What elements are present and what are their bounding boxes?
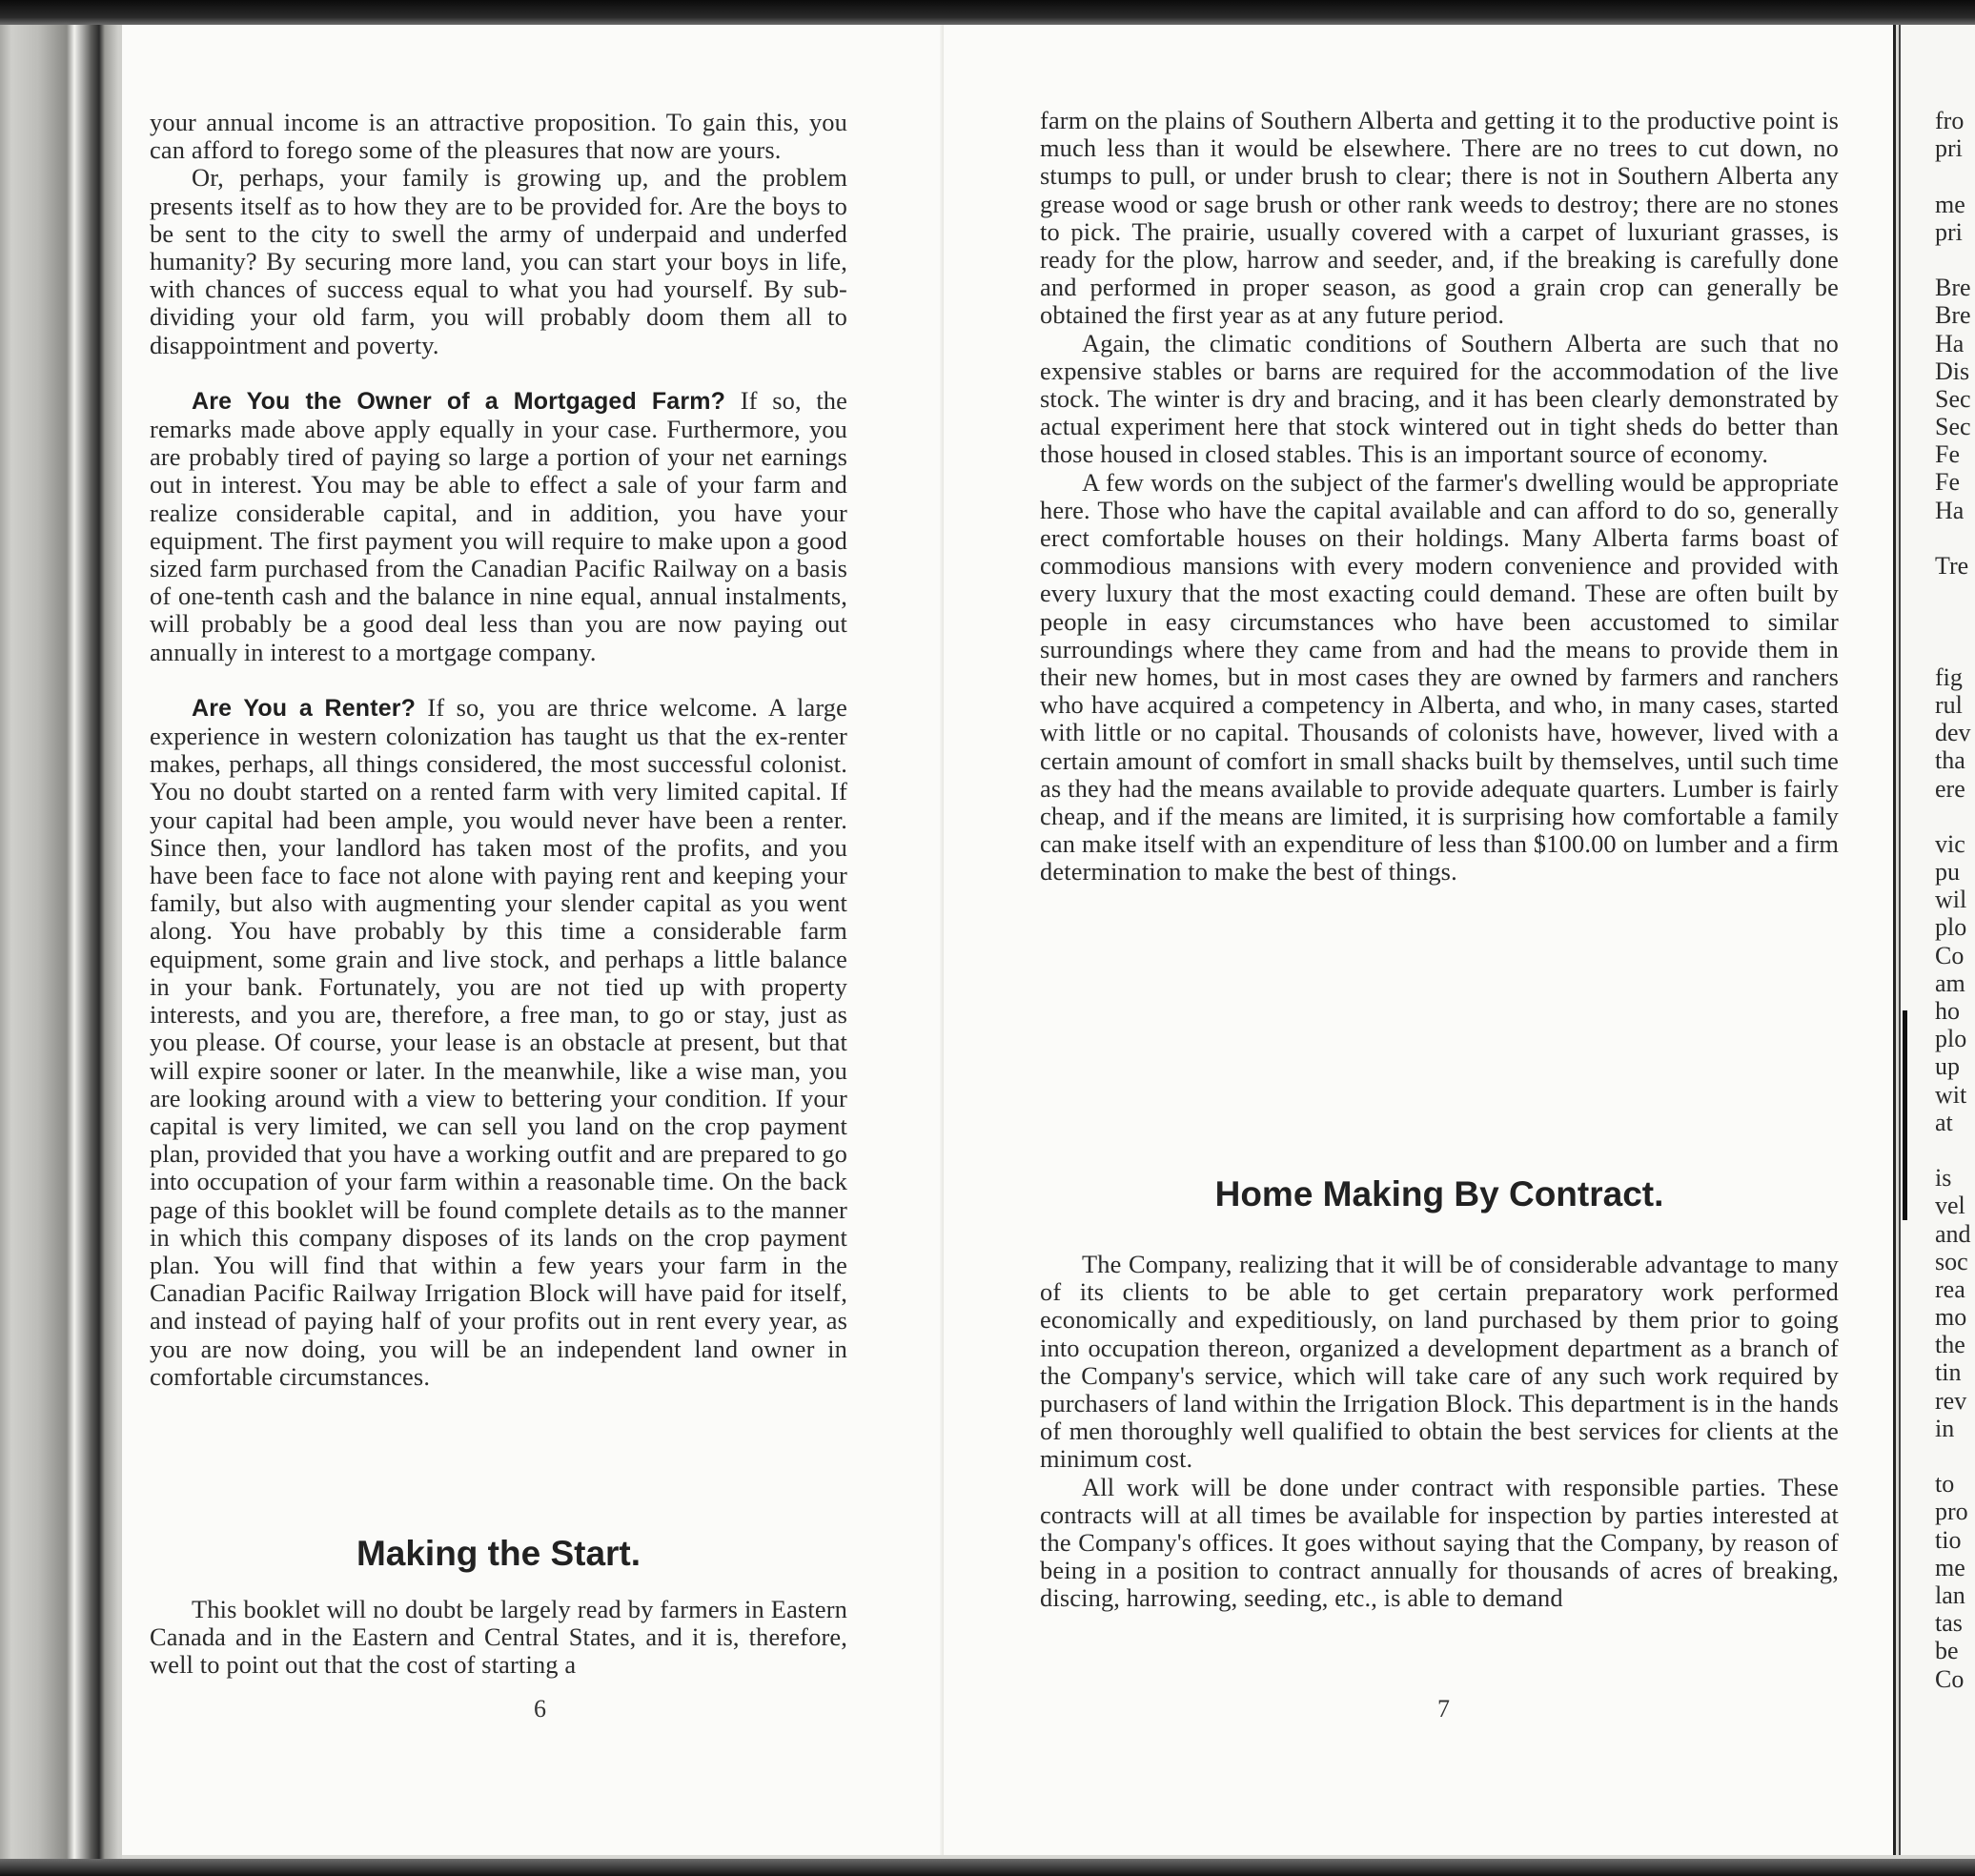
lead-renter: Are You a Renter? [192, 694, 417, 722]
page-number-center: 7 [1437, 1695, 1450, 1723]
next-page-fragment [1899, 25, 1975, 1855]
fragment-line: Bre [1935, 301, 1971, 330]
fragment-line: fig [1935, 663, 1963, 691]
fragment-line: dev [1935, 719, 1971, 747]
fragment-line: Sec [1935, 384, 1971, 413]
fragment-line: fro [1935, 107, 1965, 134]
fragment-line: Sec [1935, 413, 1971, 441]
fragment-line: up [1935, 1052, 1960, 1081]
fragment-line: me [1935, 190, 1965, 218]
fragment-line: Co [1935, 1664, 1965, 1693]
fragment-line: me [1935, 1553, 1965, 1581]
page-7 [944, 25, 1896, 1855]
fragment-line [1935, 607, 1971, 635]
fragment-line: rul [1935, 690, 1963, 719]
paragraph-mortgaged-farm [150, 387, 847, 666]
heading-home-making-by-contract: Home Making By Contract. [1214, 1174, 1664, 1213]
fragment-line: Tre [1935, 552, 1969, 580]
fragment-line: am [1935, 969, 1965, 997]
text-renter: If so, you are thrice welcome. A large experience in western colonization has taught us that the ex-renter makes, perhaps, all things considered, the most successful colonist. You no doubt started on a rented farm with very limited capital. If your capital had been ample, you would never have been a renter. Since then, your landlord has taken most of the profits, and you have been face to face not alone with paying rent and keeping your family, but also with augmenting your slender capital as you went along. You have probably by this time a considerable farm equipment, some grain and live stock, and perhaps a little balance in your bank. Fortunately, you are not tied up with property interests, and you are, therefore, a free man, to go or stay, just as you please. Of course, your lease is an obstacle at present, but that will expire sooner or later. In the meanwhile, like a wise man, you are looking around with a view to bettering your condition. If your capital is very limited, we can sell you land on the crop payment plan, provided that you have a working outfit and are prepared to go into occupation of your farm within a reasonable time. On the back page of this booklet will be found complete details as to the manner in which this company disposes of its lands on the crop payment plan. You will find that within a few years your farm in the Canadian Pacific Railway Irrigation Block will have paid for itself, and instead of paying half of your profits out in rent every year, as you are now doing, you will be an independent land owner in comfortable circumstances. [150, 692, 847, 1391]
top-shadow [0, 0, 1975, 25]
fragment-line [1935, 580, 1971, 607]
fragment-line: tin [1935, 1358, 1962, 1387]
fragment-line: the [1935, 1331, 1965, 1359]
fragment-line: Dis [1935, 357, 1970, 385]
fragment-line: vic [1935, 829, 1965, 858]
paragraph-start: This booklet will no doubt be largely read by farmers in Eastern Canada and in the Eastern and Central States, and it is, therefore, well to point out that the cost of starting a [150, 1595, 847, 1680]
fragment-line: at [1935, 1108, 1953, 1136]
paragraph-opening: your annual income is an attractive proposition. To gain this, you can afford to forego some of the pleasures that now are yours. [150, 108, 847, 165]
fragment-line: vel [1935, 1192, 1965, 1220]
paragraph-dwelling: A few words on the subject of the farmer's dwelling would be appropriate here. Those who have the capital available and can afford to do so, generally erect comfortable houses on their holdings. Many Alberta farms boast of commodious mansions with every modern convenience and provided with every luxury that the most exacting could demand. These are often built by people in easy circumstances who have been accustomed to similar surroundings where they came from and had the means to provide them in their new homes, but in most cases they are owned by farmers and ranchers who have acquired a competency in Alberta, and who, in many cases, started with little or no capital. Thousands of colonists have, however, lived with a certain amount of comfort in small shacks built by themselves, until such time as they had the means available to provide adequate quarters. Lumber is fairly cheap, and if the means are limited, it is surprising how comfortable a family can make itself with an expenditure of less than $100.00 on lumber and a firm determination to make the best of things. [1040, 467, 1839, 887]
fragment-line [1935, 246, 1971, 274]
fragment-line [1935, 162, 1971, 190]
fragment-line: pro [1935, 1498, 1968, 1526]
fragment-line: pu [1935, 858, 1960, 887]
page-6 [122, 25, 944, 1855]
fragment-line: soc [1935, 1247, 1968, 1275]
heading-making-the-start: Making the Start. [356, 1534, 641, 1573]
fragment-line: mo [1935, 1303, 1967, 1332]
next-page-text-fragments [1935, 107, 1971, 1693]
paragraph-renter [150, 694, 847, 1391]
fragment-line: Co [1935, 941, 1965, 969]
fragment-line: wit [1935, 1080, 1967, 1109]
center-column [1040, 107, 1839, 887]
bottom-shadow [0, 1859, 1975, 1876]
center-column-continued [1040, 1251, 1839, 1613]
fragment-line: tha [1935, 746, 1965, 775]
paragraph-family: Or, perhaps, your family is growing up, and the problem presents itself as to how they are to be provided for. Are the boys to be sent to the city to swell the army of underpaid and underfed humanity? By securing more land, you can start your boys in life, with chances of success equal to what you had yourself. By sub-dividing your old farm, you will probably doom them all to disappointment and poverty. [150, 163, 847, 359]
fragment-line [1935, 803, 1971, 830]
binding-edge [0, 25, 122, 1859]
fragment-line: rev [1935, 1386, 1967, 1415]
text-mortgaged-farm: If so, the remarks made above apply equally in your case. Furthermore, you are probably tired of paying so large a portion of your net earnings out in interest. You may be able to effect a sale of your farm and realize considerable capital, and in addition, you have your equipment. The first payment you will require to make upon a good sized farm purchased from the Canadian Pacific Railway on a basis of one-tenth cash and the balance in nine equal, annual instalments, will probably be a good deal less than you are now paying out annually in interest to a mortgage company. [150, 385, 848, 666]
fragment-line: plo [1935, 1025, 1967, 1053]
left-column-continued [150, 1596, 847, 1680]
fragment-line [1935, 1136, 1971, 1164]
paragraph-company: The Company, realizing that it will be of considerable advantage to many of its clients to be able to get certain preparatory work performed economically and expeditiously, on land purchased by them prior to going into occupation thereon, organized a development department as a branch of the Company's service, which will take care of any such work required by purchasers of land within the Irrigation Block. This department is in the hands of men thoroughly well qualified to obtain the best services for clients at the minimum cost. [1040, 1250, 1839, 1474]
fragment-line: Fe [1935, 440, 1960, 469]
page-edge-mark [1903, 1010, 1907, 1220]
fragment-line: in [1935, 1414, 1955, 1442]
fragment-line: ere [1935, 774, 1965, 803]
fragment-line: wil [1935, 886, 1967, 914]
fragment-line [1935, 636, 1971, 663]
fragment-line: and [1935, 1219, 1971, 1248]
fragment-line: tio [1935, 1525, 1962, 1554]
fragment-line: rea [1935, 1274, 1965, 1303]
fragment-line: ho [1935, 997, 1960, 1025]
fragment-line [1935, 524, 1971, 552]
fragment-line: lan [1935, 1580, 1965, 1609]
fragment-line: pri [1935, 217, 1963, 246]
fragment-line: Ha [1935, 329, 1965, 357]
left-column [150, 109, 847, 1391]
fragment-line: Ha [1935, 496, 1965, 524]
fragment-line: be [1935, 1637, 1959, 1665]
paragraph-farm: farm on the plains of Southern Alberta and getting it to the productive point is much less than it would be elsewhere. There are no trees to cut down, no stumps to pull, or under brush to clear; there is not in Southern Alberta any grease wood or sage brush or other rank weeds to destroy; there are no stones to pick. The prairie, usually covered with a carpet of luxuriant grasses, is ready for the plow, harrow and seeder, and, if the breaking is carefully done and performed in proper season, as good a grain crop can generally be obtained the first year as at any future period. [1040, 106, 1839, 330]
page-number-left: 6 [534, 1695, 546, 1723]
paragraph-work: All work will be done under contract with responsible parties. These contracts will at all times be available for inspection by parties interested at the Company's offices. It goes without saying that the Company, by reason of being in a position to contract annually for thousands of acres of breaking, discing, harrowing, seeding, etc., is able to demand [1040, 1472, 1839, 1613]
fragment-line: pri [1935, 134, 1963, 163]
fragment-line: plo [1935, 913, 1967, 942]
fragment-line: is [1935, 1164, 1952, 1193]
fragment-line: Bre [1935, 274, 1971, 302]
fragment-line [1935, 1442, 1971, 1470]
paragraph-climate: Again, the climatic conditions of Southern Alberta are such that no expensive stables or barns are required for the accommodation of the live stock. The winter is dry and bracing, and it has been clearly demonstrated by actual experiment here that stock wintered out in tight sheds do better than those housed in closed stables. This is an important source of economy. [1040, 328, 1839, 469]
fragment-line: to [1935, 1470, 1955, 1499]
lead-mortgaged-farm: Are You the Owner of a Mortgaged Farm? [192, 387, 726, 415]
fragment-line: tas [1935, 1609, 1963, 1638]
fragment-line: Fe [1935, 468, 1960, 497]
